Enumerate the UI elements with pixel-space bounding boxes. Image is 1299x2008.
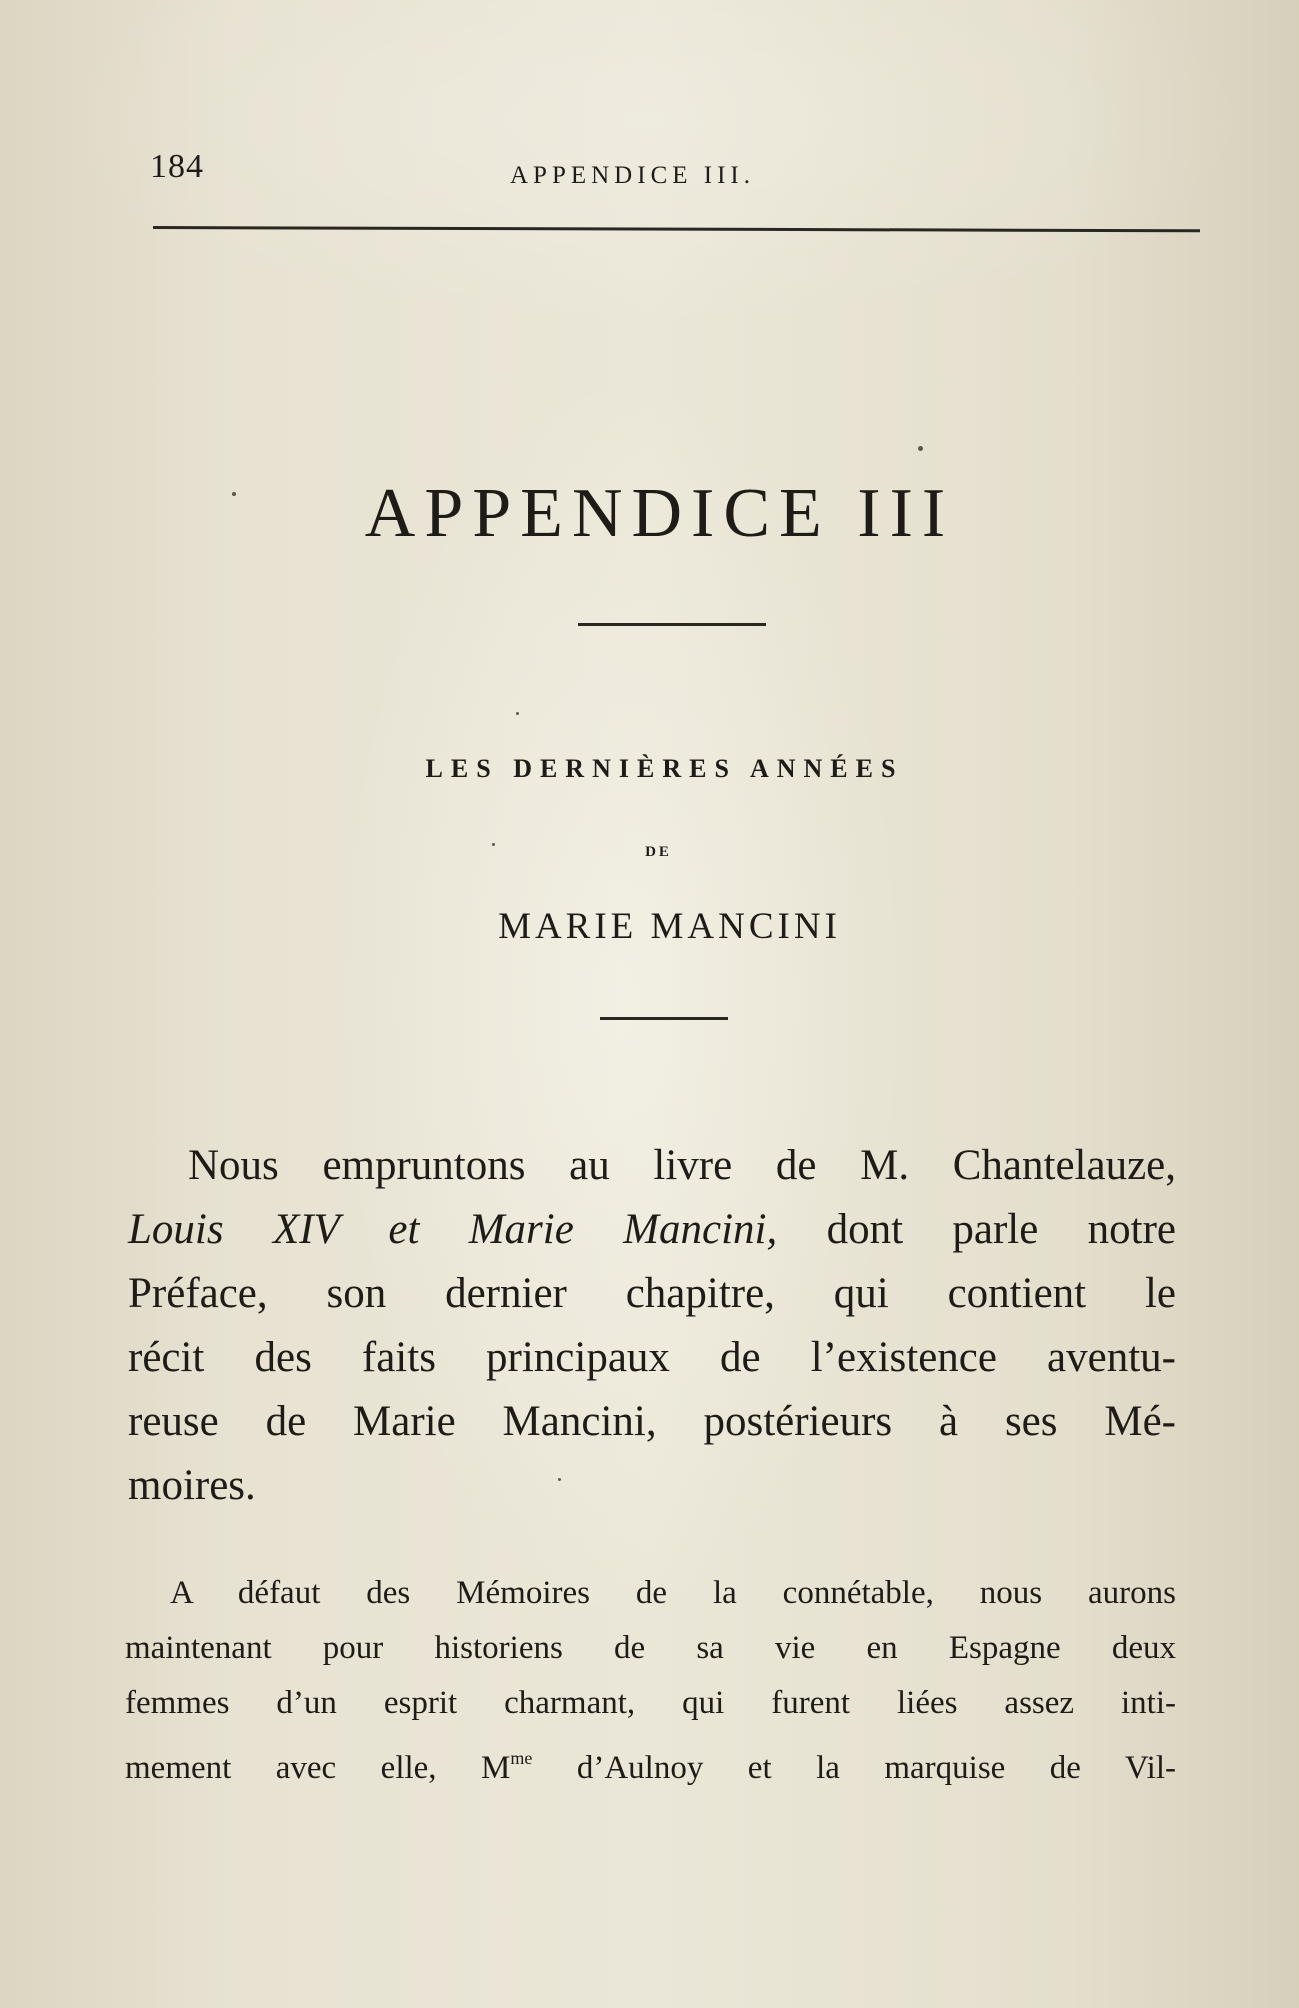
paper-speck [558,1478,561,1481]
paper-speck [516,712,519,715]
paragraph-1 [128,1134,1176,1518]
paragraph-2-line-1: A défaut des Mémoires de la connétable, nous aurons [170,1575,1176,1611]
paragraph-2-line-3: femmes d’un esprit charmant, qui furent liées assez inti- [125,1685,1176,1721]
paragraph-1-line-2 [128,1198,1176,1262]
paragraph-1-line-4: récit des faits principaux de l’existence aventu- [128,1334,1176,1381]
paragraph-2-line-4 [125,1731,1176,1796]
paragraph-1-line-3: Préface, son dernier chapitre, qui contient le [128,1270,1176,1317]
paragraph-2 [125,1566,1176,1796]
subtitle-line-1: LES DERNIÈRES ANNÉES [425,754,904,783]
paragraph-2-line-4-end: d’Aulnoy et la marquise de Vil- [532,1750,1176,1786]
paper-speck [492,843,495,846]
superscript-me: me [510,1748,533,1768]
paper-speck [918,446,923,451]
appendix-title: APPENDICE III [364,475,955,552]
header-rule [153,226,1200,232]
paragraph-1-line-5: reuse de Marie Mancini, postérieurs à ses Mé- [128,1398,1176,1445]
title-divider [578,623,766,626]
paragraph-1-line-2-rest: dont parle notre [777,1206,1176,1253]
page-number: 184 [150,148,204,185]
subtitle-divider [600,1017,728,1020]
paragraph-1-line-1: Nous empruntons au livre de M. Chantelauze, [188,1142,1176,1189]
paper-speck [232,492,236,496]
paragraph-1-line-6: moires. [128,1462,256,1509]
running-title: APPENDICE III. [510,162,755,189]
running-head [150,148,1200,198]
paragraph-2-line-2: maintenant pour historiens de sa vie en Espagne deux [125,1630,1176,1666]
book-title-italic: Louis XIV et Marie Mancini, [128,1206,778,1253]
subtitle-line-3: MARIE MANCINI [498,906,841,947]
paragraph-2-line-4-start: mement avec elle, M [125,1750,511,1786]
subtitle-line-2: DE [645,844,672,860]
